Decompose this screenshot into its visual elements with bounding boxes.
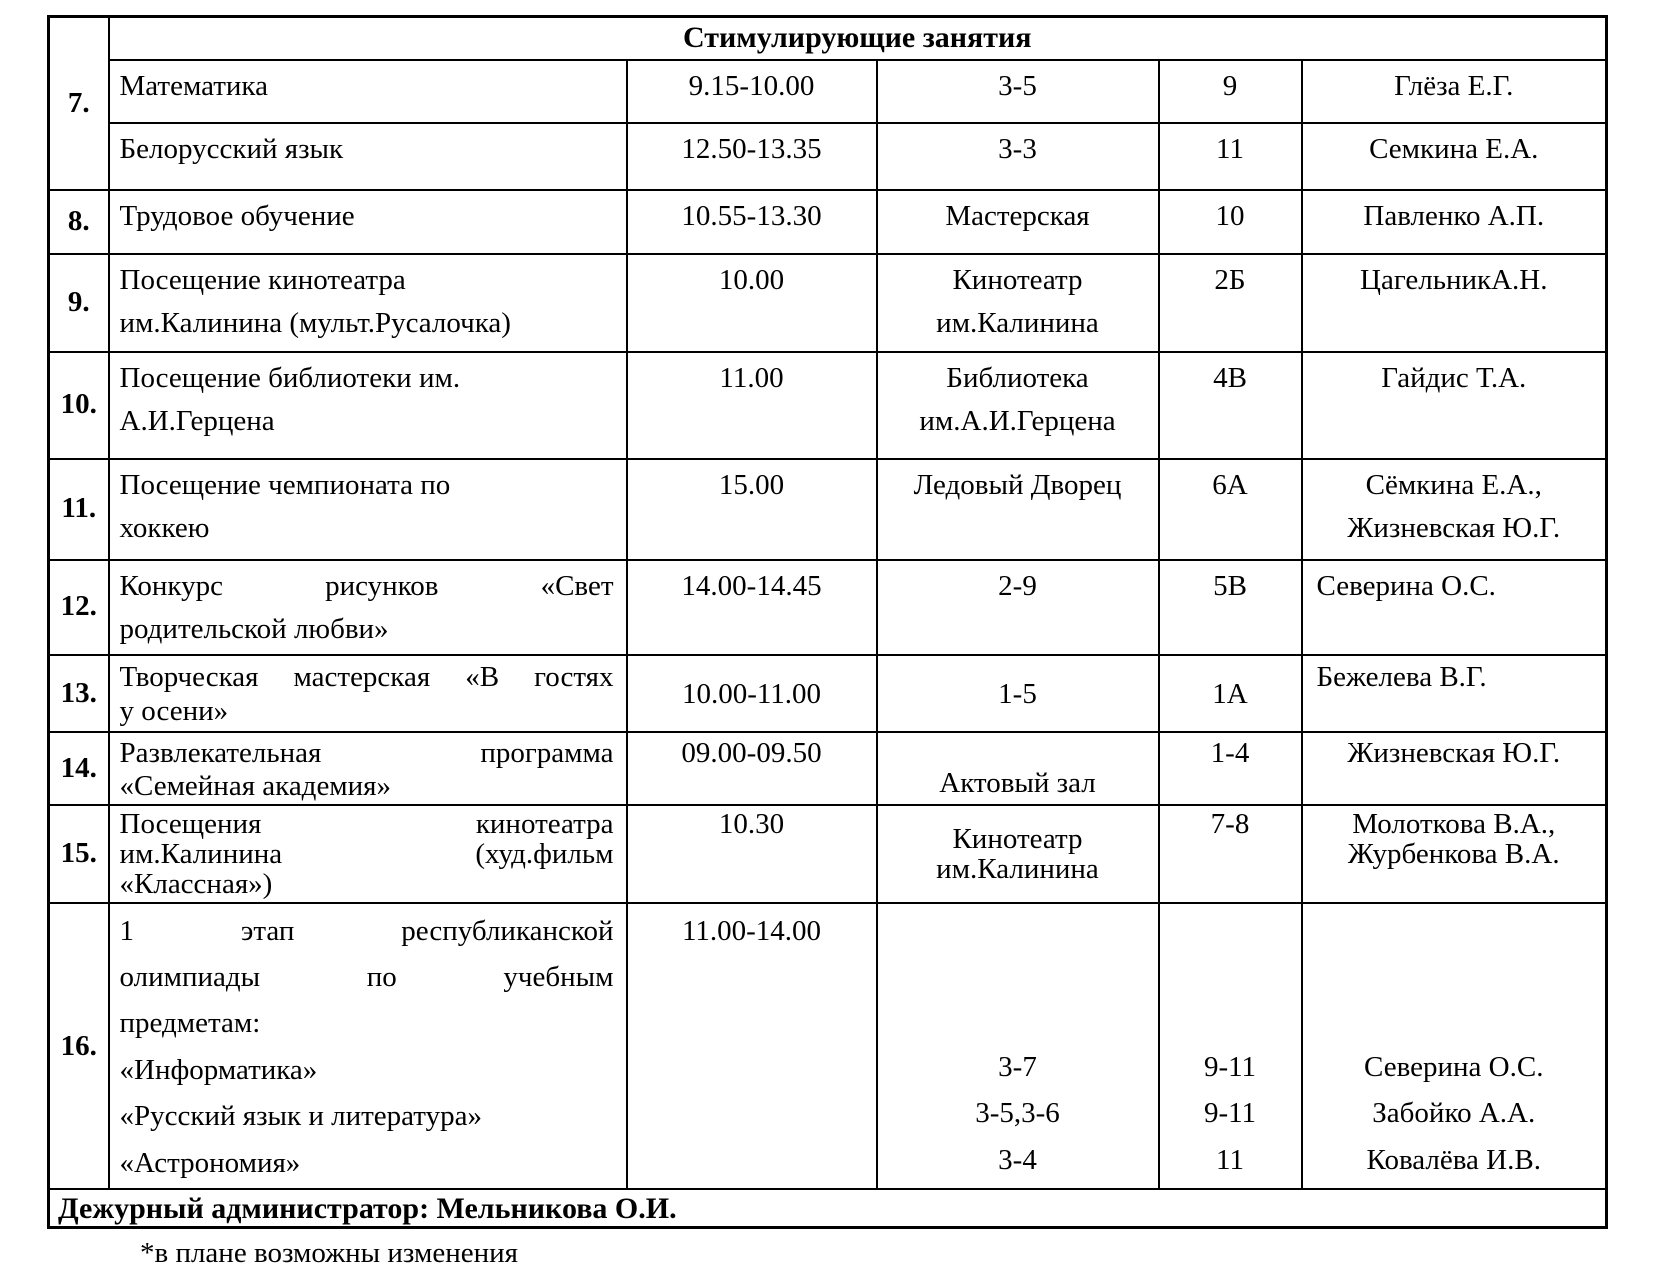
text-line: 5В [1213,569,1247,602]
text-line: Гайдис Т.А. [1381,361,1527,394]
time-cell [627,655,877,733]
row-number: 10. [60,388,97,421]
teacher-cell [1302,655,1607,733]
activity-cell [109,805,627,903]
row-number-cell [49,254,109,352]
table-row [49,254,1607,352]
row-number: 12. [60,590,97,623]
row-number: 8. [67,204,90,237]
text-line: Белорусский язык [119,132,344,165]
row-number-cell [49,805,109,903]
text-line: 11 [1216,132,1244,165]
place-cell [877,60,1159,123]
text-line: Семкина Е.А. [1369,132,1539,165]
text-line: им.А.И.Герцена [919,405,1116,437]
text-line: Северина О.С. [1316,569,1496,602]
text-line: Посещение чемпионата по [119,468,451,501]
activity-cell [109,123,627,190]
text-line: Бежелева В.Г. [1316,660,1487,693]
text-line: 09.00-09.50 [681,737,822,770]
teacher-cell [1302,190,1607,254]
time-cell [627,805,877,903]
text-line: Забойко А.А. [1372,1097,1536,1130]
text-line: «Информатика» [119,1053,318,1086]
text-line: 9.15-10.00 [688,69,815,102]
text-line: 3-5 [998,69,1037,102]
place-cell [877,903,1159,1189]
time-cell [627,459,877,560]
time-cell [627,352,877,459]
time-cell [627,254,877,352]
table-row [49,123,1607,190]
text-line: Северина О.С. [1364,1050,1544,1083]
text-line: хоккею [119,512,210,544]
activity-cell [109,254,627,352]
text-line: 9-11 [1203,1097,1257,1130]
text-line: Творческая мастерская «В гостях [119,660,614,693]
text-line: 7-8 [1210,808,1250,841]
text-line: предметам: [119,1007,261,1040]
text-line: Трудовое обучение [119,199,355,232]
text-line: 1А [1212,677,1248,710]
text-line: 2Б [1214,263,1246,296]
text-line: Кинотеатр [952,822,1083,855]
activity-cell [109,352,627,459]
text-line: 14.00-14.45 [681,569,822,602]
grade-cell [1159,254,1302,352]
grade-cell [1159,655,1302,733]
time-cell [627,732,877,805]
text-line: им.Калинина (мульт.Русалочка) [119,307,511,339]
text-line: у осени» [119,695,229,728]
row-number: 13. [60,676,97,709]
table-title: Стимулирующие занятия [109,17,1607,60]
text-line: А.И.Герцена [119,405,275,437]
row-number-cell [49,352,109,459]
text-line: 3-3 [998,132,1037,165]
row-number-cell [49,190,109,254]
activity-cell [109,903,627,1189]
text-line: Жизневская Ю.Г. [1347,512,1561,544]
text-line: 12.50-13.35 [681,132,822,165]
grade-cell [1159,560,1302,655]
text-line: Глёза Е.Г. [1394,69,1514,102]
text-line: Математика [119,69,268,102]
grade-cell [1159,352,1302,459]
row-number: 11. [61,492,97,525]
text-line: Развлекательная программа [119,737,614,770]
place-cell [877,190,1159,254]
text-line: 3-5,3-6 [975,1097,1060,1130]
time-cell [627,903,877,1189]
time-cell [627,560,877,655]
text-line: 11 [1216,1143,1244,1176]
text-line: Сёмкина Е.А., [1365,468,1542,501]
text-line: им.Калинина (худ.фильм [119,837,614,870]
place-cell [877,732,1159,805]
text-line: 1 этап республиканской [119,914,614,947]
text-line: Актовый зал [939,766,1096,799]
text-line: 3-4 [998,1143,1037,1176]
text-line: «Астрономия» [119,1146,301,1179]
row-number: 15. [60,836,97,869]
text-line: «Русский язык и литература» [119,1100,482,1133]
place-cell [877,560,1159,655]
place-cell [877,655,1159,733]
teacher-cell [1302,459,1607,560]
row-number-cell [49,903,109,1189]
teacher-cell [1302,60,1607,123]
text-line: 9-11 [1203,1050,1257,1083]
text-line: 9 [1222,69,1238,102]
text-line: Журбенкова В.А. [1347,837,1560,870]
table-row [49,190,1607,254]
activity-cell [109,190,627,254]
schedule-table [47,15,1608,1229]
text-line: 10.30 [718,808,785,841]
table-row [49,655,1607,733]
place-cell [877,459,1159,560]
text-line: Посещение библиотеки им. [119,361,461,394]
grade-cell [1159,190,1302,254]
text-line: Жизневская Ю.Г. [1347,737,1561,770]
text-line: Павленко А.П. [1363,199,1545,232]
text-line: 1-5 [998,677,1037,710]
row-number-cell [49,655,109,733]
text-line: «Классная») [119,867,273,900]
row-number-cell [49,17,109,190]
activity-cell [109,60,627,123]
table-row [49,903,1607,1189]
row-number-cell [49,459,109,560]
table-header-row [49,17,1607,60]
table-row [49,732,1607,805]
text-line: «Семейная академия» [119,769,392,802]
row-number: 14. [60,752,97,785]
text-line: олимпиады по учебным [119,961,614,993]
row-number-cell [49,732,109,805]
text-line: 15.00 [718,468,785,501]
text-line: Посещение кинотеатра [119,263,406,296]
time-cell [627,60,877,123]
text-line: Посещения кинотеатра [119,808,614,841]
table-row [49,352,1607,459]
table-row [49,560,1607,655]
time-cell [627,190,877,254]
teacher-cell [1302,254,1607,352]
row-number: 7. [67,86,90,119]
text-line: им.Калинина [936,307,1099,339]
grade-cell [1159,903,1302,1189]
admin-cell: Дежурный администратор: Мельникова О.И. [49,1189,1607,1228]
teacher-cell [1302,352,1607,459]
table-row [49,805,1607,903]
teacher-cell [1302,560,1607,655]
teacher-cell [1302,805,1607,903]
grade-cell [1159,805,1302,903]
text-line: 2-9 [998,569,1037,602]
text-line: Библиотека [946,361,1089,394]
admin-row [49,1189,1607,1228]
text-line: Мастерская [945,199,1090,232]
place-cell [877,352,1159,459]
place-cell [877,123,1159,190]
grade-cell [1159,123,1302,190]
text-line: Ледовый Дворец [913,468,1122,501]
text-line: Кинотеатр [952,263,1083,296]
text-line: 4В [1213,361,1247,394]
place-cell [877,254,1159,352]
text-line: 11.00-14.00 [681,914,822,947]
text-line: родительской любви» [119,613,389,645]
text-line: 10.00 [718,263,785,296]
activity-cell [109,655,627,733]
table-row [49,60,1607,123]
grade-cell [1159,459,1302,560]
teacher-cell [1302,123,1607,190]
activity-cell [109,560,627,655]
time-cell [627,123,877,190]
text-line: Молоткова В.А., [1352,808,1556,841]
text-line: ЦагельникА.Н. [1360,263,1548,296]
text-line: Конкурс рисунков «Свет [119,569,614,602]
activity-cell [109,732,627,805]
text-line: 1-4 [1210,737,1250,770]
grade-cell [1159,60,1302,123]
grade-cell [1159,732,1302,805]
footnote: *в плане возможны изменения [140,1237,518,1270]
text-line: 11.00 [719,361,784,394]
teacher-cell [1302,732,1607,805]
text-line: 10.55-13.30 [681,199,822,232]
text-line: им.Калинина [936,852,1099,885]
text-line: 6А [1212,468,1248,501]
teacher-cell [1302,903,1607,1189]
text-line: 10 [1215,199,1245,232]
row-number-cell [49,560,109,655]
text-line: Ковалёва И.В. [1366,1143,1541,1176]
text-line: 10.00-11.00 [681,677,822,710]
place-cell [877,805,1159,903]
table-row [49,459,1607,560]
row-number: 9. [67,285,90,318]
text-line: 3-7 [998,1050,1037,1083]
row-number: 16. [60,1029,97,1062]
activity-cell [109,459,627,560]
